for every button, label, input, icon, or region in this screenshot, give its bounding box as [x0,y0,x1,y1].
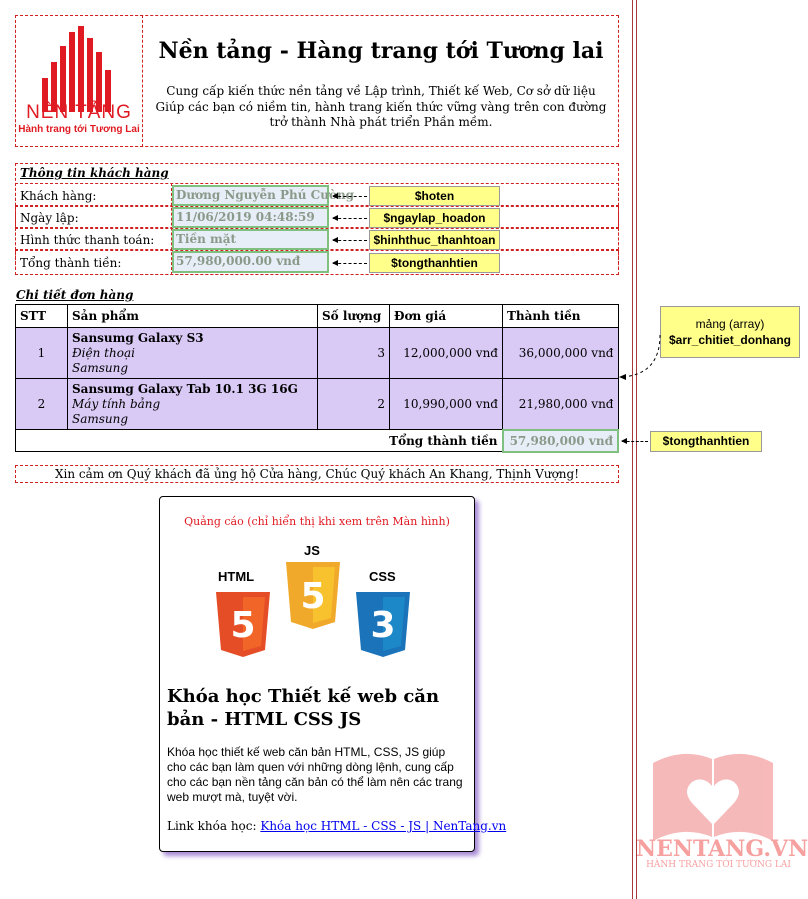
product-brand: Samsung [72,411,129,426]
header-box [15,15,619,147]
total-row-label: Tổng thành tiền [16,430,503,452]
date-field: 11/06/2019 04:48:59 [172,207,329,228]
svg-text:3: 3 [370,605,396,646]
array-arrow-icon [615,330,675,380]
order-section-title: Chi tiết đơn hàng [16,288,134,302]
arrow-hinhthuc [333,240,367,241]
date-label: Ngày lập: [20,211,79,225]
ad-body: Khóa học thiết kế web căn bản HTML, CSS, JS giúp cho các bạn làm quen với những dòng lệnh, cung cấp cho các bạn nền tảng căn bản có thể làm nên các trang web mượt mà, tuyệt vời. [167,745,463,804]
js-label: JS [304,543,320,558]
col-total: Thành tiền [503,305,619,328]
customer-name-field: Dương Nguyễn Phú Cường [172,185,329,206]
row-total: 36,000,000 vnđ [503,328,619,379]
col-stt: STT [16,305,68,328]
array-note-line1: mảng (array) [695,317,765,331]
row-price: 12,000,000 vnđ [390,328,503,379]
ad-heading: Khóa học Thiết kế web căn bản - HTML CSS JS [167,686,440,730]
row-product [68,379,318,430]
arrow-tongthanhtien [333,263,367,264]
logo-box [15,15,143,147]
ad-link-line [167,819,506,833]
css-label: CSS [369,569,396,584]
row-stt: 1 [16,328,68,379]
customer-section-title: Thông tin khách hàng [20,166,169,180]
page-border-right-2 [636,0,637,899]
col-price: Đơn giá [390,305,503,328]
row-qty: 2 [318,379,390,430]
payment-field: Tiền mặt [172,229,329,250]
order-table [15,304,619,453]
table-header-row [16,305,619,328]
svg-text:5: 5 [300,576,326,617]
ad-link-prefix: Link khóa học: [167,819,257,833]
logo-subtitle: Hành trang tới Tương Lai [18,124,140,135]
var-hoten-note: $hoten [369,186,500,206]
ad-card [159,496,507,852]
payment-label: Hình thức thanh toán: [20,233,155,247]
arrow-ngaylap [333,218,367,219]
array-note-line2: $arr_chitiet_donhang [668,333,792,347]
row-qty: 3 [318,328,390,379]
total-field: 57,980,000.00 vnđ [172,251,329,273]
product-category: Điện thoại [72,345,135,360]
customer-label: Khách hàng: [20,189,97,203]
book-heart-watermark-icon [648,745,778,845]
table-row [16,328,619,379]
var-tongthanhtien-note: $tongthanhtien [369,253,500,273]
row-stt: 2 [16,379,68,430]
var-hinhthuc-note: $hinhthuc_thanhtoan [369,230,500,250]
header-desc-2: Giúp các bạn có niềm tin, hành trang kiến thức vững vàng trên con đường trở thành Nhà phát triển Phần mềm. [155,100,607,129]
product-name: Sansumg Galaxy S3 [72,330,204,345]
arrow-total-var [622,441,648,442]
row-product [68,328,318,379]
row-price: 10,990,000 vnđ [390,379,503,430]
product-category: Máy tính bảng [72,396,161,411]
watermark-tagline: HÀNH TRANG TỚI TƯƠNG LAI [646,860,791,870]
html-label: HTML [218,569,255,584]
col-product: Sản phẩm [68,305,318,328]
total-row-value: 57,980,000 vnđ [503,430,619,452]
ad-caption: Quảng cáo (chỉ hiển thị khi xem trên Màn hình) [184,515,450,528]
html-css-js-logos-icon [208,540,428,670]
total-row [16,430,619,452]
header-desc-1: Cung cấp kiến thức nền tảng về Lập trình, Thiết kế Web, Cơ sở dữ liệu [166,84,596,98]
product-brand: Samsung [72,360,129,375]
course-link[interactable]: Khóa học HTML - CSS - JS | NenTang.vn [260,819,507,833]
thanks-message: Xin cảm ơn Quý khách đã ủng hộ Cửa hàng, Chúc Quý khách An Khang, Thịnh Vượng! [15,465,619,483]
watermark-name: NENTANG.VN [636,836,808,862]
page-title: Nền tảng - Hàng trang tới Tương lai [158,38,604,64]
logo-title: NỀN TẢNG [26,102,132,123]
svg-text:5: 5 [230,605,256,646]
array-note [660,306,800,358]
total-var-note: $tongthanhtien [650,431,762,452]
product-name: Sansumg Galaxy Tab 10.1 3G 16G [72,381,298,396]
table-row [16,379,619,430]
page-border-right [632,0,633,899]
var-ngaylap-note: $ngaylap_hoadon [369,208,500,228]
arrow-hoten [333,196,367,197]
row-total: 21,980,000 vnđ [503,379,619,430]
col-qty: Số lượng [318,305,390,328]
total-label: Tổng thành tiền: [20,256,122,270]
